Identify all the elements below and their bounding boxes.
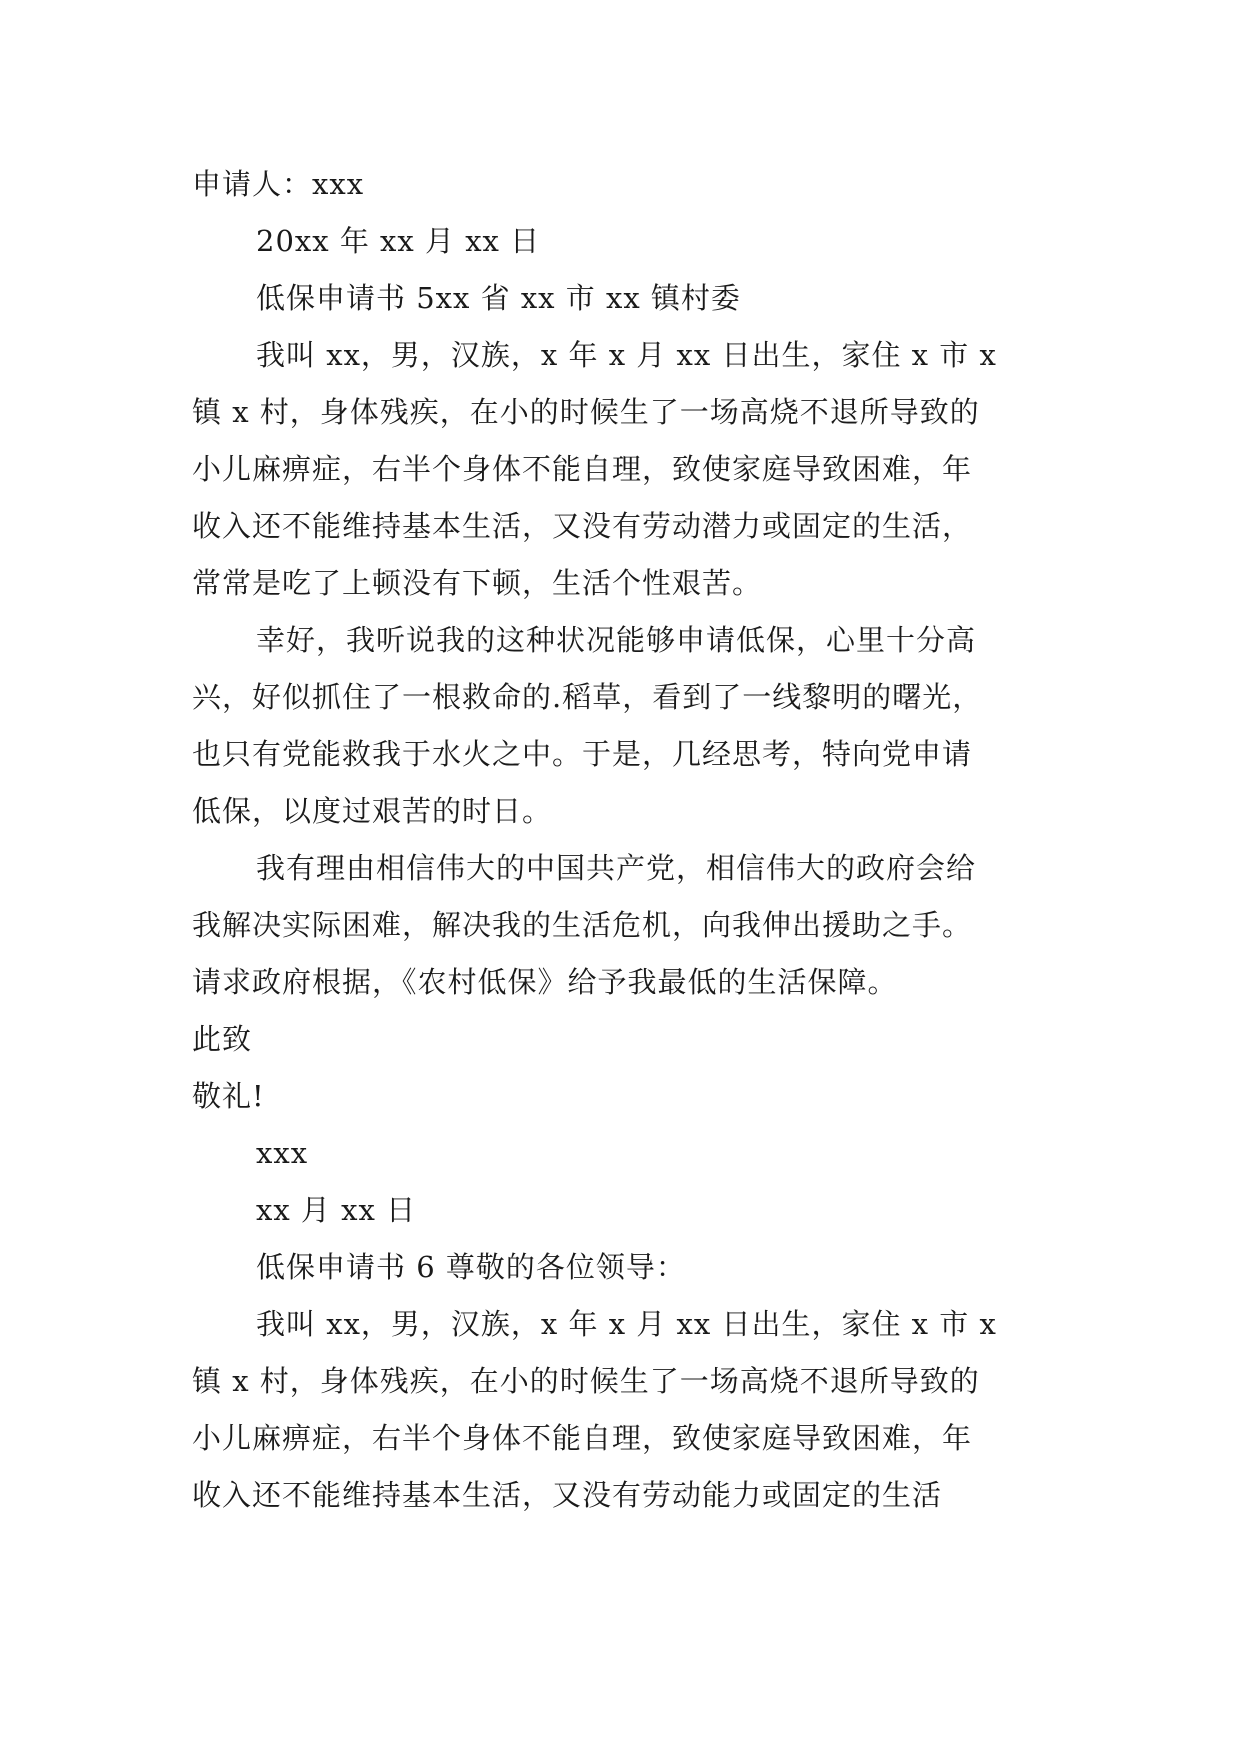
paragraph-line: 低保，以度过艰苦的时日。: [192, 794, 553, 828]
paragraph-line: 兴，好似抓住了一根救命的.稻草，看到了一线黎明的曙光，: [192, 680, 983, 714]
paragraph-line: 常常是吃了上顿没有下顿，生活个性艰苦。: [192, 566, 763, 600]
paragraph-line: 我有理由相信伟大的中国共产党，相信伟大的政府会给: [256, 851, 977, 885]
paragraph-line: 也只有党能救我于水火之中。于是，几经思考，特向党申请: [192, 737, 973, 771]
signature-line: xxx: [256, 1136, 309, 1170]
closing-line: 此致: [192, 1022, 253, 1056]
paragraph-line: 收入还不能维持基本生活，又没有劳动潜力或固定的生活，: [192, 509, 973, 543]
section-heading-5: 低保申请书 5xx 省 xx 市 xx 镇村委: [256, 281, 741, 315]
salutation-line: 敬礼!: [192, 1079, 265, 1113]
paragraph-line: 我叫 xx，男，汉族，x 年 x 月 xx 日出生，家住 x 市 x: [256, 338, 997, 372]
section-heading-6: 低保申请书 6 尊敬的各位领导：: [256, 1250, 686, 1284]
paragraph-line: 收入还不能维持基本生活，又没有劳动能力或固定的生活: [192, 1478, 943, 1512]
paragraph-line: 我叫 xx，男，汉族，x 年 x 月 xx 日出生，家住 x 市 x: [256, 1307, 997, 1341]
date-line: 20xx 年 xx 月 xx 日: [256, 224, 541, 258]
applicant-line: 申请人：xxx: [192, 167, 365, 201]
paragraph-line: 镇 x 村，身体残疾，在小的时候生了一场高烧不退所导致的: [192, 1364, 980, 1398]
paragraph-line: 请求政府根据，《农村低保》给予我最低的生活保障。: [192, 965, 898, 999]
signature-date-line: xx 月 xx 日: [256, 1193, 417, 1227]
paragraph-line: 小儿麻痹症，右半个身体不能自理，致使家庭导致困难，年: [192, 452, 973, 486]
paragraph-line: 小儿麻痹症，右半个身体不能自理，致使家庭导致困难，年: [192, 1421, 973, 1455]
paragraph-line: 镇 x 村，身体残疾，在小的时候生了一场高烧不退所导致的: [192, 395, 980, 429]
paragraph-line: 幸好，我听说我的这种状况能够申请低保，心里十分高: [256, 623, 977, 657]
paragraph-line: 我解决实际困难，解决我的生活危机，向我伸出援助之手。: [192, 908, 973, 942]
